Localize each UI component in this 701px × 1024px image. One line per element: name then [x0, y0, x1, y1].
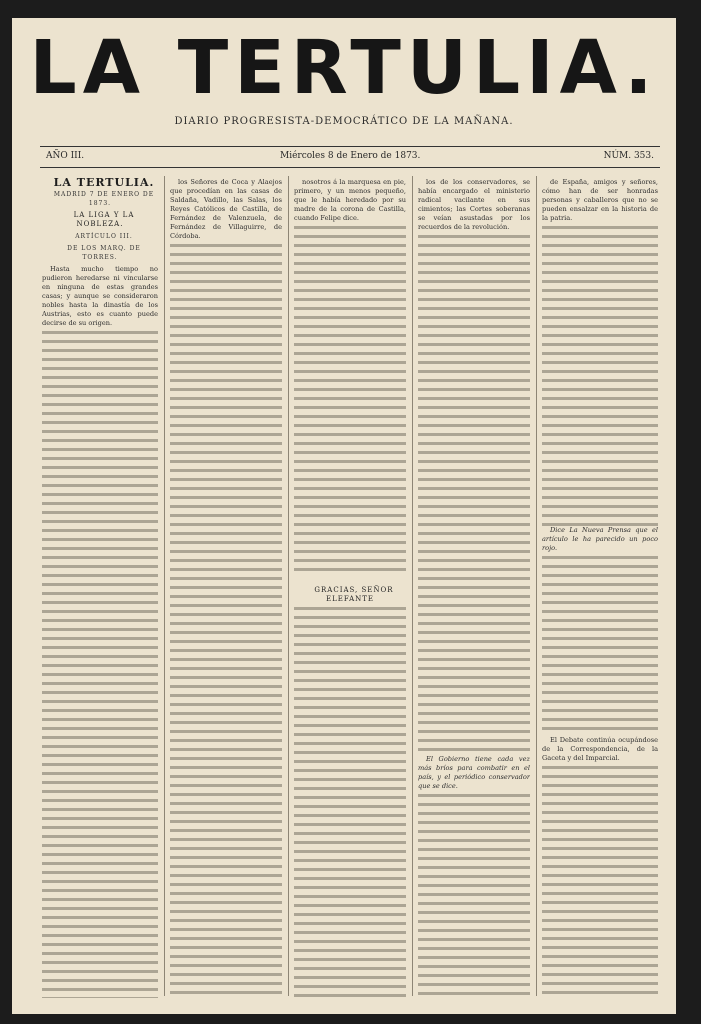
- column-5: [542, 178, 658, 998]
- newspaper-page: [12, 18, 676, 1014]
- column-3: [294, 178, 406, 998]
- column-5-quote: Dice La Nueva Prensa que el artículo le ha parecido un poco rojo.: [542, 526, 658, 552]
- column-3-section-title: GRACIAS, SEÑOR ELEFANTE: [314, 586, 394, 603]
- column-4: [418, 178, 530, 998]
- column-2-body: [170, 244, 282, 998]
- column-1-body: [42, 331, 158, 998]
- column-5-note: El Debate continúa ocupándose de la Correspondencia, de la Gaceta y del Imparcial.: [542, 736, 658, 762]
- lead-section-title: LA LIGA Y LA NOBLEZA.: [73, 211, 135, 228]
- top-rule: [40, 146, 660, 147]
- column-4-text: los de los conservadores, se había encargado el ministerio radical vacilante en sus cimientos; las Cortes soberanas se veían asustadas por los recuerdos de la revolución.: [418, 178, 530, 231]
- column-3-text: nosotros á la marquesa en pie, primero, y un menos pequeño, que le había heredado por su madre de la corona de Castilla, cuando Felipe dice.: [294, 178, 406, 222]
- column-separator: [536, 176, 537, 996]
- column-5-body-top: [542, 226, 658, 526]
- column-3-body-top: [294, 226, 406, 576]
- issue-date: Miércoles 8 de Enero de 1873.: [280, 151, 421, 161]
- column-5-body-middle: [542, 556, 658, 736]
- column-separator: [412, 176, 413, 996]
- lead-subnote-2: DE LOS MARQ. DE TORRES.: [67, 245, 141, 261]
- column-5-body-bottom: [542, 766, 658, 998]
- column-2: [170, 178, 282, 998]
- column-separator: [288, 176, 289, 996]
- issue-number: NÚM. 353.: [603, 151, 654, 161]
- column-3-body-bottom: [294, 607, 406, 998]
- column-separator: [164, 176, 165, 996]
- issue-bar: [40, 151, 660, 165]
- column-5-text: de España, amigos y señores, cómo han de ser honradas personas y caballeros que no se pueden ensalzar en la historia de la patria.: [542, 178, 658, 222]
- masthead-subtitle: DIARIO PROGRESISTA-DEMOCRÁTICO DE LA MAÑANA.: [174, 116, 514, 127]
- column-1: [42, 178, 158, 998]
- column-1-text: Hasta mucho tiempo no pudieron heredarse ni vincularse en ninguna de estas grandes casas; y aunque se consideraron nobles hasta la dinastía de los Austrias, esto es cuanto puede decirse de su origen.: [42, 265, 158, 327]
- lead-dateline: MADRID 7 DE ENERO DE 1873.: [53, 191, 155, 207]
- lead-subnote: ARTÍCULO III.: [75, 233, 133, 240]
- lead-heading: LA TERTULIA.: [53, 178, 155, 189]
- column-4-italic-text: El Gobierno tiene cada vez más bríos para combatir en el país, y el periódico conservador que se dice.: [418, 755, 530, 790]
- issue-rule: [40, 167, 660, 168]
- masthead-title: LA TERTULIA.: [29, 25, 659, 111]
- issue-year: AÑO III.: [46, 151, 85, 161]
- column-2-text: los Señores de Coca y Alaejos que procedían en las casas de Saldaña, Vadillo, las Salas, los Reyes Católicos de Castilla, de Fernández de Valenzuela, de Fernández de Villaguirre, de Córdoba.: [170, 178, 282, 240]
- column-4-body-top: [418, 235, 530, 755]
- column-4-body-bottom: [418, 794, 530, 998]
